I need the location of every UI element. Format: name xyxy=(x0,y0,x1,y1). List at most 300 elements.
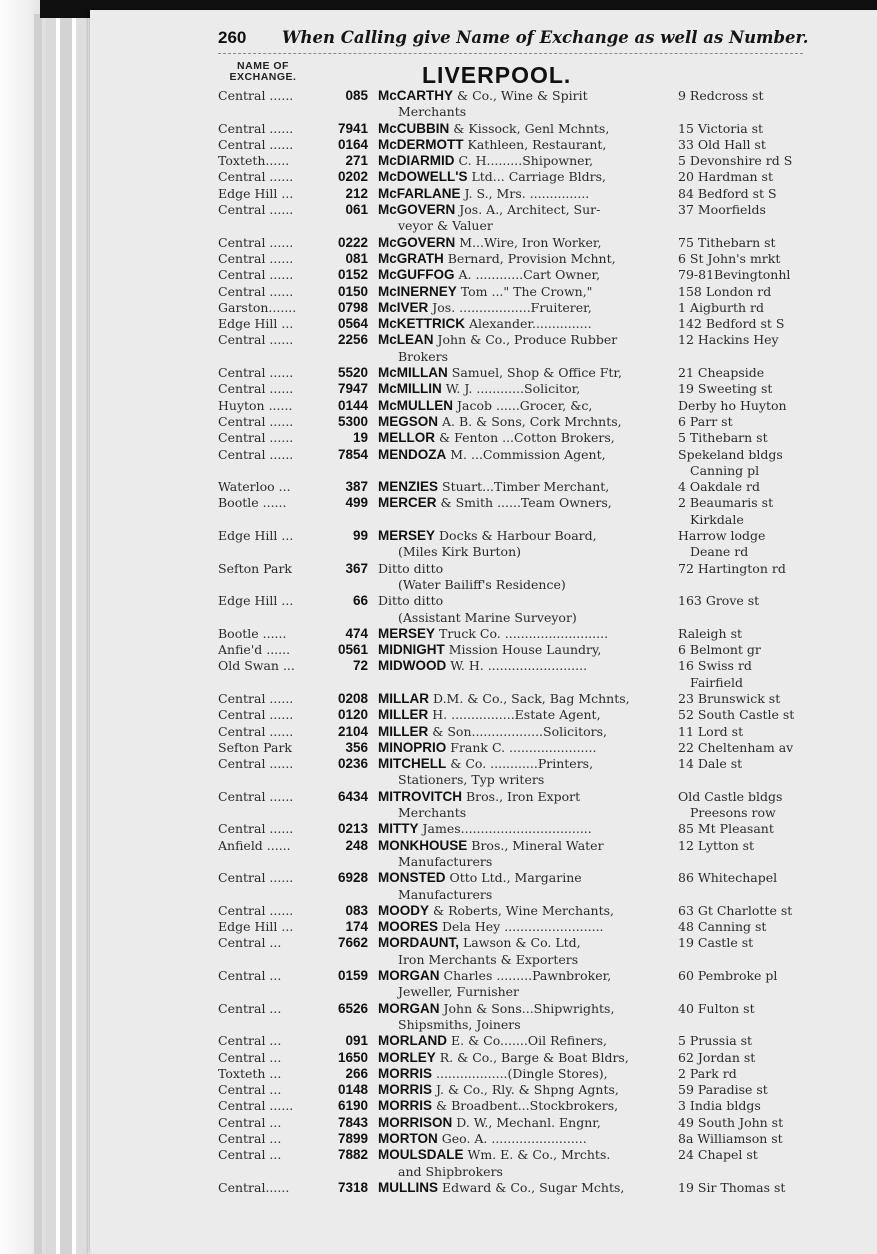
phone-number: 99 xyxy=(352,528,368,544)
phone-number: 6928 xyxy=(337,870,368,886)
subscriber-details: Stuart...Timber Merchant, xyxy=(442,479,610,495)
subscriber-name: MERSEY xyxy=(378,528,436,544)
subscriber-address: 163 Grove st xyxy=(678,593,760,609)
exchange-name: Central ...... xyxy=(218,136,294,152)
entry-line xyxy=(0,495,877,511)
subscriber-name: McMILLIN xyxy=(378,381,442,397)
exchange-name: Old Swan ... xyxy=(218,658,295,674)
details-continuation: (Miles Kirk Burton) xyxy=(398,544,522,560)
subscriber-details: Samuel, Shop & Office Ftr, xyxy=(451,365,622,381)
exchange-name: Central ...... xyxy=(218,430,294,446)
subscriber xyxy=(378,381,674,397)
entry-continuation-line xyxy=(0,1164,877,1180)
subscriber-details: J. S., Mrs. ............... xyxy=(464,185,590,201)
subscriber xyxy=(378,495,674,511)
subscriber-name: MENZIES xyxy=(378,479,439,495)
exchange-name: Edge Hill ... xyxy=(218,528,294,544)
entry-line xyxy=(0,968,877,984)
details-continuation: Merchants xyxy=(398,104,467,120)
subscriber xyxy=(378,1098,674,1114)
exchange-name: Central ...... xyxy=(218,690,294,706)
subscriber-details: & Broadbent...Stockbrokers, xyxy=(436,1098,619,1114)
subscriber-name: MORGAN xyxy=(378,968,440,984)
exchange-name: Central ... xyxy=(218,1033,282,1049)
phone-number: 66 xyxy=(352,593,368,609)
address-continuation: Deane rd xyxy=(690,544,749,560)
subscriber-address: 11 Lord st xyxy=(678,723,744,739)
subscriber-name: MOORES xyxy=(378,919,439,935)
city-title: LIVERPOOL. xyxy=(422,62,572,88)
subscriber-address: 62 Jordan st xyxy=(678,1049,756,1065)
exchange-name: Central ...... xyxy=(218,821,294,837)
phone-number: 5300 xyxy=(337,413,368,429)
entry-line xyxy=(0,121,877,137)
entry-line xyxy=(0,153,877,169)
entry-line xyxy=(0,724,877,740)
subscriber-address: 59 Paradise st xyxy=(678,1082,768,1098)
directory-entry xyxy=(0,1098,877,1114)
entry-continuation-line xyxy=(0,984,877,1000)
subscriber xyxy=(378,1115,674,1131)
subscriber-details: M...Wire, Iron Worker, xyxy=(459,234,602,250)
subscriber xyxy=(378,740,674,756)
exchange-name: Central ... xyxy=(218,1049,282,1065)
subscriber-address: 3 India bldgs xyxy=(678,1098,761,1114)
subscriber-address: 79-81Bevingtonhl xyxy=(678,267,791,283)
phone-number: 266 xyxy=(345,1065,368,1081)
subscriber-address: 60 Pembroke pl xyxy=(678,968,778,984)
directory-entry xyxy=(0,658,877,691)
subscriber-address: 49 South John st xyxy=(678,1114,784,1130)
exchange-name: Central ...... xyxy=(218,332,294,348)
phone-number: 212 xyxy=(345,185,368,201)
entry-line xyxy=(0,137,877,153)
phone-number: 085 xyxy=(345,88,368,103)
directory-entry xyxy=(0,284,877,300)
subscriber-details: & Kissock, Genl Mchnts, xyxy=(453,120,610,136)
directory-entry xyxy=(0,316,877,332)
exchange-name: Central ... xyxy=(218,1000,282,1016)
subscriber-name: MORLAND xyxy=(378,1033,447,1049)
subscriber-address: 1 Aigburth rd xyxy=(678,299,765,315)
subscriber-address: Raleigh st xyxy=(678,625,743,641)
entry-line xyxy=(0,1001,877,1017)
subscriber-details: Charles .........Pawnbroker, xyxy=(443,968,612,984)
exchange-name: Sefton Park xyxy=(218,739,293,755)
details-continuation: Stationers, Typ writers xyxy=(398,772,545,788)
phone-number: 7843 xyxy=(337,1114,368,1130)
subscriber xyxy=(378,838,674,854)
exchange-name: Central ... xyxy=(218,968,282,984)
subscriber-details: John & Sons...Shipwrights, xyxy=(443,1000,615,1016)
entry-line xyxy=(0,447,877,463)
subscriber xyxy=(378,479,674,495)
page-number: 260 xyxy=(218,28,247,47)
phone-number: 387 xyxy=(345,479,368,495)
subscriber-details: Truck Co. .......................... xyxy=(439,625,609,641)
entry-line xyxy=(0,365,877,381)
phone-number: 356 xyxy=(345,739,368,755)
phone-number: 0222 xyxy=(337,234,368,250)
directory-entry xyxy=(0,838,877,871)
subscriber-details: Ditto ditto xyxy=(378,593,444,609)
subscriber-address: 23 Brunswick st xyxy=(678,690,781,706)
phone-number: 0144 xyxy=(337,397,368,413)
subscriber-address: 63 Gt Charlotte st xyxy=(678,902,793,918)
subscriber xyxy=(378,935,674,951)
subscriber-details: M. ...Commission Agent, xyxy=(450,446,606,462)
directory-entry xyxy=(0,1033,877,1049)
details-continuation: Jeweller, Furnisher xyxy=(398,984,520,1000)
subscriber-address: 16 Swiss rd xyxy=(678,658,752,674)
details-continuation: Manufacturers xyxy=(398,853,493,869)
subscriber-address: 6 St John's mrkt xyxy=(678,250,781,266)
subscriber-address: 72 Hartington rd xyxy=(678,560,786,576)
column-heading-exchange: NAME OF EXCHANGE. xyxy=(229,60,297,83)
directory-entry xyxy=(0,1001,877,1034)
phone-number: 0213 xyxy=(337,821,368,837)
directory-entry xyxy=(0,1180,877,1196)
phone-number: 7662 xyxy=(337,935,368,951)
subscriber-name: MERCER xyxy=(378,495,437,511)
directory-entry xyxy=(0,300,877,316)
subscriber-name: MORDAUNT, xyxy=(378,935,459,951)
entry-line xyxy=(0,267,877,283)
subscriber-details: Tom ..." The Crown," xyxy=(460,283,593,299)
subscriber-details: W. J. ............Solicitor, xyxy=(445,381,581,397)
subscriber-details: Otto Ltd., Margarine xyxy=(449,870,582,886)
subscriber xyxy=(378,707,674,723)
subscriber-address: 6 Belmont gr xyxy=(678,642,761,658)
subscriber-details: Kathleen, Restaurant, xyxy=(467,136,607,152)
exchange-name: Central ...... xyxy=(218,381,294,397)
subscriber xyxy=(378,121,674,137)
subscriber xyxy=(378,251,674,267)
subscriber-name: MILLAR xyxy=(378,690,429,706)
subscriber-name: McDIARMID xyxy=(378,153,455,169)
phone-number: 2104 xyxy=(337,723,368,739)
subscriber-name: MORRIS xyxy=(378,1098,432,1114)
subscriber-name: McIVER xyxy=(378,299,429,315)
subscriber-details: & Co. ............Printers, xyxy=(450,756,594,772)
subscriber-name: MITROVITCH xyxy=(378,788,462,804)
subscriber-details: R. & Co., Barge & Boat Bldrs, xyxy=(439,1049,629,1065)
entry-line xyxy=(0,186,877,202)
entry-continuation-line xyxy=(0,544,877,560)
subscriber-details: & Co., Wine & Spirit xyxy=(457,88,588,103)
entry-line xyxy=(0,642,877,658)
phone-number: 271 xyxy=(345,153,368,169)
entry-line xyxy=(0,235,877,251)
subscriber-address: 8a Williamson st xyxy=(678,1131,783,1146)
entry-continuation-line xyxy=(0,952,877,968)
phone-number: 0159 xyxy=(337,968,368,984)
directory-entry xyxy=(0,1131,877,1147)
entry-line xyxy=(0,430,877,446)
subscriber-name: McKETTRICK xyxy=(378,316,465,332)
directory-entries xyxy=(0,88,877,1196)
exchange-name: Anfield ...... xyxy=(218,837,291,853)
subscriber-details: Jos. ..................Fruiterer, xyxy=(432,299,592,315)
entry-line xyxy=(0,528,877,544)
subscriber-address: 37 Moorfields xyxy=(678,202,766,218)
subscriber-details: Bros., Mineral Water xyxy=(471,837,604,853)
entry-continuation-line xyxy=(0,1017,877,1033)
subscriber-name: MONSTED xyxy=(378,870,446,886)
address-continuation: Kirkdale xyxy=(690,511,744,527)
exchange-name: Edge Hill ... xyxy=(218,316,294,332)
directory-entry xyxy=(0,561,877,594)
entry-line xyxy=(0,1131,877,1147)
directory-entry xyxy=(0,593,877,626)
entry-continuation-line xyxy=(0,577,877,593)
exchange-name: Central ...... xyxy=(218,1098,294,1114)
phone-number: 091 xyxy=(345,1033,368,1049)
subscriber xyxy=(378,1066,674,1082)
subscriber-name: MORRISON xyxy=(378,1114,453,1130)
subscriber-address: Spekeland bldgs xyxy=(678,446,783,462)
subscriber-details: J. & Co., Rly. & Shpng Agnts, xyxy=(436,1082,619,1098)
details-continuation: (Water Bailiff's Residence) xyxy=(398,576,566,592)
phone-number: 1650 xyxy=(337,1049,368,1065)
subscriber-address: 9 Redcross st xyxy=(678,88,764,103)
directory-entry xyxy=(0,1115,877,1131)
directory-entry xyxy=(0,235,877,251)
subscriber-name: McGOVERN xyxy=(378,234,456,250)
phone-number: 2256 xyxy=(337,332,368,348)
directory-entry xyxy=(0,642,877,658)
subscriber xyxy=(378,430,674,446)
directory-entry xyxy=(0,935,877,968)
subscriber-address: 33 Old Hall st xyxy=(678,136,766,152)
phone-number: 0208 xyxy=(337,690,368,706)
subscriber-address: 4 Oakdale rd xyxy=(678,479,761,495)
subscriber-address: 86 Whitechapel xyxy=(678,870,778,886)
subscriber-details: Dela Hey ......................... xyxy=(442,919,604,935)
subscriber xyxy=(378,724,674,740)
phone-number: 19 xyxy=(352,430,368,446)
subscriber-address: 2 Park rd xyxy=(678,1065,737,1081)
phone-number: 499 xyxy=(345,495,368,511)
subscriber xyxy=(378,528,674,544)
phone-number: 083 xyxy=(345,902,368,918)
subscriber-name: MIDNIGHT xyxy=(378,642,445,658)
subscriber xyxy=(378,202,674,218)
entry-line xyxy=(0,479,877,495)
subscriber-address: 5 Prussia st xyxy=(678,1033,753,1049)
directory-entry xyxy=(0,528,877,561)
phone-number: 0148 xyxy=(337,1082,368,1098)
directory-entry xyxy=(0,870,877,903)
address-continuation: Fairfield xyxy=(690,674,743,690)
subscriber xyxy=(378,1050,674,1066)
subscriber-name: McCARTHY xyxy=(378,88,454,103)
subscriber-address: 20 Hardman st xyxy=(678,169,773,185)
subscriber-details: & Fenton ...Cotton Brokers, xyxy=(439,430,615,446)
entry-line xyxy=(0,1147,877,1163)
phone-number: 5520 xyxy=(337,365,368,381)
entry-line xyxy=(0,935,877,951)
address-continuation: Canning pl xyxy=(690,462,760,478)
subscriber xyxy=(378,332,674,348)
subscriber-details: Jos. A., Architect, Sur- xyxy=(459,202,601,218)
subscriber-name: MIDWOOD xyxy=(378,658,447,674)
subscriber xyxy=(378,447,674,463)
subscriber-details: E. & Co.......Oil Refiners, xyxy=(451,1033,608,1049)
entry-line xyxy=(0,593,877,609)
entry-line xyxy=(0,202,877,218)
details-continuation: Brokers xyxy=(398,348,449,364)
subscriber-name: MINOPRIO xyxy=(378,739,447,755)
directory-entry xyxy=(0,414,877,430)
subscriber-address: 5 Tithebarn st xyxy=(678,430,768,446)
subscriber-details: James................................. xyxy=(422,821,592,837)
entry-continuation-line xyxy=(0,463,877,479)
exchange-name: Edge Hill ... xyxy=(218,919,294,935)
subscriber xyxy=(378,789,674,805)
subscriber-address: 12 Lytton st xyxy=(678,837,755,853)
subscriber-name: MILLER xyxy=(378,723,429,739)
phone-number: 061 xyxy=(345,202,368,218)
directory-entry xyxy=(0,1050,877,1066)
subscriber xyxy=(378,870,674,886)
entry-line xyxy=(0,707,877,723)
directory-entry xyxy=(0,186,877,202)
entry-line xyxy=(0,903,877,919)
phone-number: 248 xyxy=(345,837,368,853)
directory-entry xyxy=(0,365,877,381)
directory-entry xyxy=(0,267,877,283)
phone-number: 0202 xyxy=(337,169,368,185)
subscriber-name: McDOWELL'S xyxy=(378,169,468,185)
subscriber-details: Wm. E. & Co., Mrchts. xyxy=(467,1147,611,1163)
subscriber-name: McCUBBIN xyxy=(378,120,450,136)
exchange-name: Central ... xyxy=(218,1147,282,1163)
exchange-name: Waterloo ... xyxy=(218,479,291,495)
subscriber xyxy=(378,316,674,332)
entry-continuation-line xyxy=(0,772,877,788)
phone-number: 0561 xyxy=(337,642,368,658)
subscriber-details: A. B. & Sons, Cork Mrchnts, xyxy=(442,413,622,429)
exchange-name: Central ...... xyxy=(218,283,294,299)
subscriber-details: D.M. & Co., Sack, Bag Mchnts, xyxy=(433,690,630,706)
exchange-name: Central ...... xyxy=(218,413,294,429)
subscriber-name: MITCHELL xyxy=(378,756,447,772)
entry-line xyxy=(0,414,877,430)
exchange-name: Central ... xyxy=(218,1114,282,1130)
subscriber xyxy=(378,626,674,642)
subscriber xyxy=(378,1147,674,1163)
details-continuation: and Shipbrokers xyxy=(398,1163,503,1179)
subscriber-name: MILLER xyxy=(378,707,429,723)
entry-line xyxy=(0,398,877,414)
subscriber-details: A. ............Cart Owner, xyxy=(458,267,601,283)
subscriber-address: 24 Chapel st xyxy=(678,1147,758,1163)
subscriber xyxy=(378,658,674,674)
subscriber-address: 2 Beaumaris st xyxy=(678,495,774,511)
subscriber-name: McFARLANE xyxy=(378,185,461,201)
subscriber-name: MORGAN xyxy=(378,1000,440,1016)
subscriber-details: Lawson & Co. Ltd, xyxy=(463,935,581,951)
exchange-name: Central ... xyxy=(218,1082,282,1098)
phone-number: 0120 xyxy=(337,707,368,723)
entry-line xyxy=(0,1066,877,1082)
phone-number: 0236 xyxy=(337,756,368,772)
phone-number: 7318 xyxy=(337,1179,368,1195)
subscriber xyxy=(378,1131,674,1147)
page-header xyxy=(218,28,809,52)
subscriber-address: 12 Hackins Hey xyxy=(678,332,779,348)
exchange-name: Central ...... xyxy=(218,756,294,772)
subscriber-details: Docks & Harbour Board, xyxy=(439,528,597,544)
entry-continuation-line xyxy=(0,887,877,903)
phone-number: 7854 xyxy=(337,446,368,462)
subscriber-name: McGOVERN xyxy=(378,202,456,218)
entry-line xyxy=(0,658,877,674)
directory-entry xyxy=(0,1066,877,1082)
phone-number: 7941 xyxy=(337,120,368,136)
subscriber-name: McGUFFOG xyxy=(378,267,455,283)
subscriber xyxy=(378,756,674,772)
directory-entry xyxy=(0,1147,877,1180)
subscriber-name: McMULLEN xyxy=(378,397,453,413)
subscriber-name: MORTON xyxy=(378,1131,438,1146)
exchange-name: Sefton Park xyxy=(218,560,293,576)
entry-line xyxy=(0,1098,877,1114)
directory-entry xyxy=(0,968,877,1001)
directory-entry xyxy=(0,202,877,235)
directory-entry xyxy=(0,88,877,121)
directory-entry xyxy=(0,430,877,446)
exchange-name: Central ...... xyxy=(218,202,294,218)
exchange-name: Central ...... xyxy=(218,88,294,103)
details-continuation: Shipsmiths, Joiners xyxy=(398,1016,521,1032)
directory-entry xyxy=(0,1082,877,1098)
subscriber-address: 6 Parr st xyxy=(678,413,733,429)
phone-number: 081 xyxy=(345,250,368,266)
subscriber xyxy=(378,300,674,316)
subscriber-name: MORLEY xyxy=(378,1049,436,1065)
subscriber xyxy=(378,903,674,919)
exchange-name: Bootle ...... xyxy=(218,625,287,641)
subscriber-address: 14 Dale st xyxy=(678,756,743,772)
entry-continuation-line xyxy=(0,610,877,626)
subscriber-address: Harrow lodge xyxy=(678,528,766,544)
subscriber xyxy=(378,593,674,609)
directory-entry xyxy=(0,153,877,169)
exchange-name: Central ...... xyxy=(218,250,294,266)
subscriber-address: Old Castle bldgs xyxy=(678,788,783,804)
subscriber-name: MULLINS xyxy=(378,1179,438,1195)
entry-line xyxy=(0,1082,877,1098)
subscriber xyxy=(378,561,674,577)
subscriber-address: 40 Fulton st xyxy=(678,1000,755,1016)
phone-number: 0564 xyxy=(337,316,368,332)
subscriber-address: 22 Cheltenham av xyxy=(678,739,794,755)
directory-entry xyxy=(0,121,877,137)
phone-number: 0164 xyxy=(337,136,368,152)
subscriber-details: Bernard, Provision Mchnt, xyxy=(447,250,616,266)
subscriber xyxy=(378,1001,674,1017)
subscriber-details: Alexander............... xyxy=(469,316,592,332)
exchange-name: Central ...... xyxy=(218,267,294,283)
exchange-name: Anfie'd ...... xyxy=(218,642,291,658)
subscriber xyxy=(378,284,674,300)
entry-line xyxy=(0,870,877,886)
entry-line xyxy=(0,1180,877,1196)
subscriber xyxy=(378,821,674,837)
subscriber-address: 142 Bedford st S xyxy=(678,316,785,332)
